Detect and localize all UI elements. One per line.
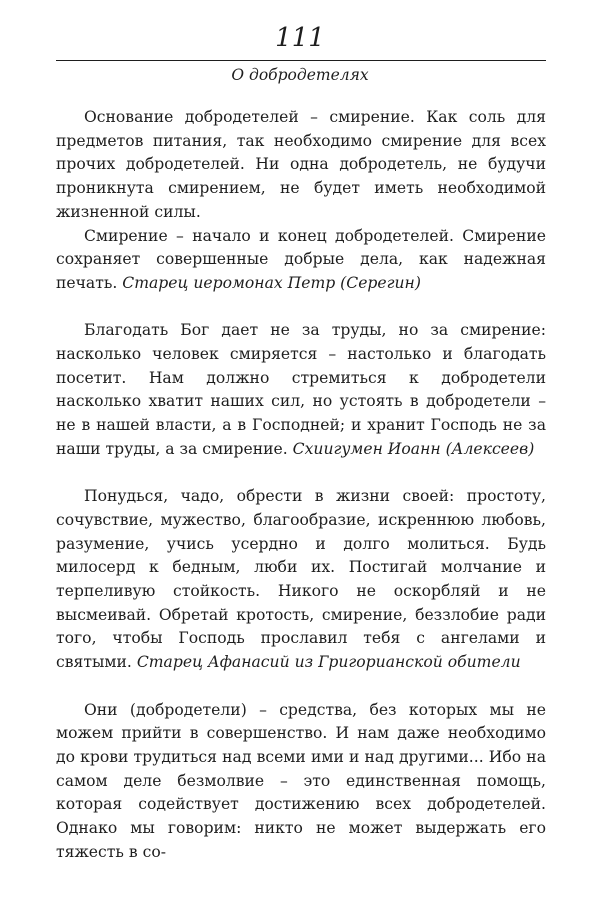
quote-attribution: Схиигумен Иоанн (Алексеев) (292, 439, 535, 458)
quote-attribution: Старец Афанасий из Григорианской обители (136, 653, 521, 672)
quote-block-3 (56, 485, 546, 675)
paragraph (56, 106, 546, 225)
paragraph (56, 485, 546, 675)
paragraph-text: Они (добродетели) – средства, без которых мы не можем прийти в совершенство. И нам даже необходимо до крови трудиться над всеми ими и над другими... Ибо на самом деле безмолвие – это единственная помощь, которая содействует достижению всех добродетелей. Однако мы говорим: никто не может выдержать его тяжесть в со- (56, 700, 546, 861)
quote-attribution: Старец иеромонах Петр (Серегин) (122, 273, 421, 292)
running-title: О добродетелях (231, 66, 369, 84)
paragraph (56, 225, 546, 296)
header-divider (56, 60, 546, 61)
page-body (56, 106, 546, 864)
paragraph-text: Основание добродетелей – смирение. Как соль для предметов питания, так необходимо смирение для всех прочих добродетелей. Ни одна добродетель, не будучи проникнута смирением, не будет иметь необходимой жизненной силы. (56, 108, 546, 221)
paragraph (56, 319, 546, 461)
quote-block-4 (56, 699, 546, 865)
paragraph-text: Смирение – начало и конец добродетелей. Смирение сохраняет совершенные добрые дела, как надежная печать. (56, 226, 546, 292)
paragraph-text: Понудься, чадо, обрести в жизни своей: простоту, сочувствие, мужество, благообразие, искреннюю любовь, разумение, учись усердно и долго молиться. Будь милосерд к бедным, люби их. Постигай молчание и терпеливую стойкость. Никого не оскорбляй и не высмеивай. Обретай кротость, смирение, беззлобие ради того, чтобы Господь прославил тебя с ангелами и святыми. (56, 487, 546, 672)
section-spacer (56, 296, 546, 320)
section-spacer (56, 675, 546, 699)
paragraph-text: Благодать Бог дает не за труды, но за смирение: насколько человек смиряется – настолько и благодать посетит. Нам должно стремиться к добродетели насколько хватит наших сил, но устоять в добродетели – не в нашей власти, а в Господней; и хранит Господь не за наши труды, а за смирение. (56, 321, 546, 458)
section-spacer (56, 462, 546, 486)
quote-block-1 (56, 106, 546, 296)
page-number: 111 (275, 23, 325, 53)
quote-block-2 (56, 319, 546, 461)
paragraph (56, 699, 546, 865)
